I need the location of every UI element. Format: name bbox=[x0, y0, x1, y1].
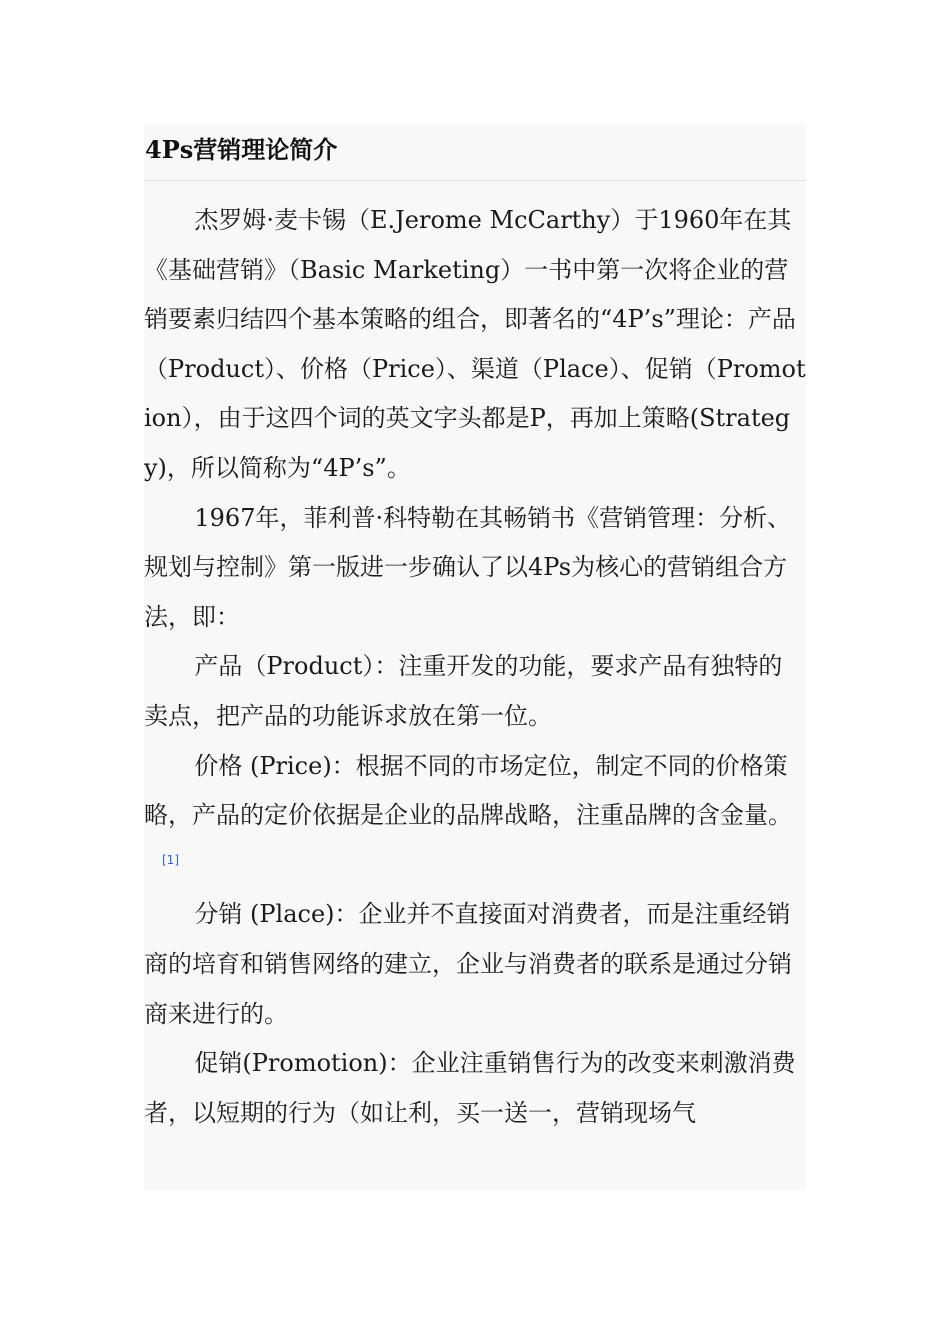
article-body bbox=[144, 181, 806, 1138]
paragraph-intro-mccarthy: 杰罗姆·麦卡锡（E.Jerome McCarthy）于1960年在其《基础营销》（Basic Marketing）一书中第一次将企业的营销要素归结四个基本策略的组合，即著名的“4P’s”理论：产品（Product）、价格（Price）、渠道（Place）、促销（Promotion），由于这四个词的英文字头都是P，再加上策略(Strategy)，所以简称为“4P’s”。 bbox=[144, 206, 806, 482]
article-title: 4Ps营销理论简介 bbox=[144, 124, 806, 181]
paragraph-price-text: 价格 (Price)：根据不同的市场定位，制定不同的价格策略，产品的定价依据是企业的品牌战略，注重品牌的含金量。 bbox=[144, 751, 792, 830]
paragraph-place: 分销 (Place)：企业并不直接面对消费者，而是注重经销商的培育和销售网络的建立，企业与消费者的联系是通过分销商来进行的。 bbox=[144, 900, 792, 1028]
citation-link[interactable]: [1] bbox=[162, 852, 179, 867]
article-panel bbox=[144, 124, 806, 1190]
paragraph-promotion: 促销(Promotion)：企业注重销售行为的改变来刺激消费者，以短期的行为（如让利，买一送一，营销现场气 bbox=[144, 1049, 796, 1127]
paragraph-kotler-1967: 1967年，菲利普·科特勒在其畅销书《营销管理：分析、规划与控制》第一版进一步确认了以4Ps为核心的营销组合方法，即： bbox=[144, 503, 792, 631]
paragraph-price bbox=[144, 742, 806, 891]
paragraph-product: 产品（Product）：注重开发的功能，要求产品有独特的卖点，把产品的功能诉求放在第一位。 bbox=[144, 652, 783, 730]
